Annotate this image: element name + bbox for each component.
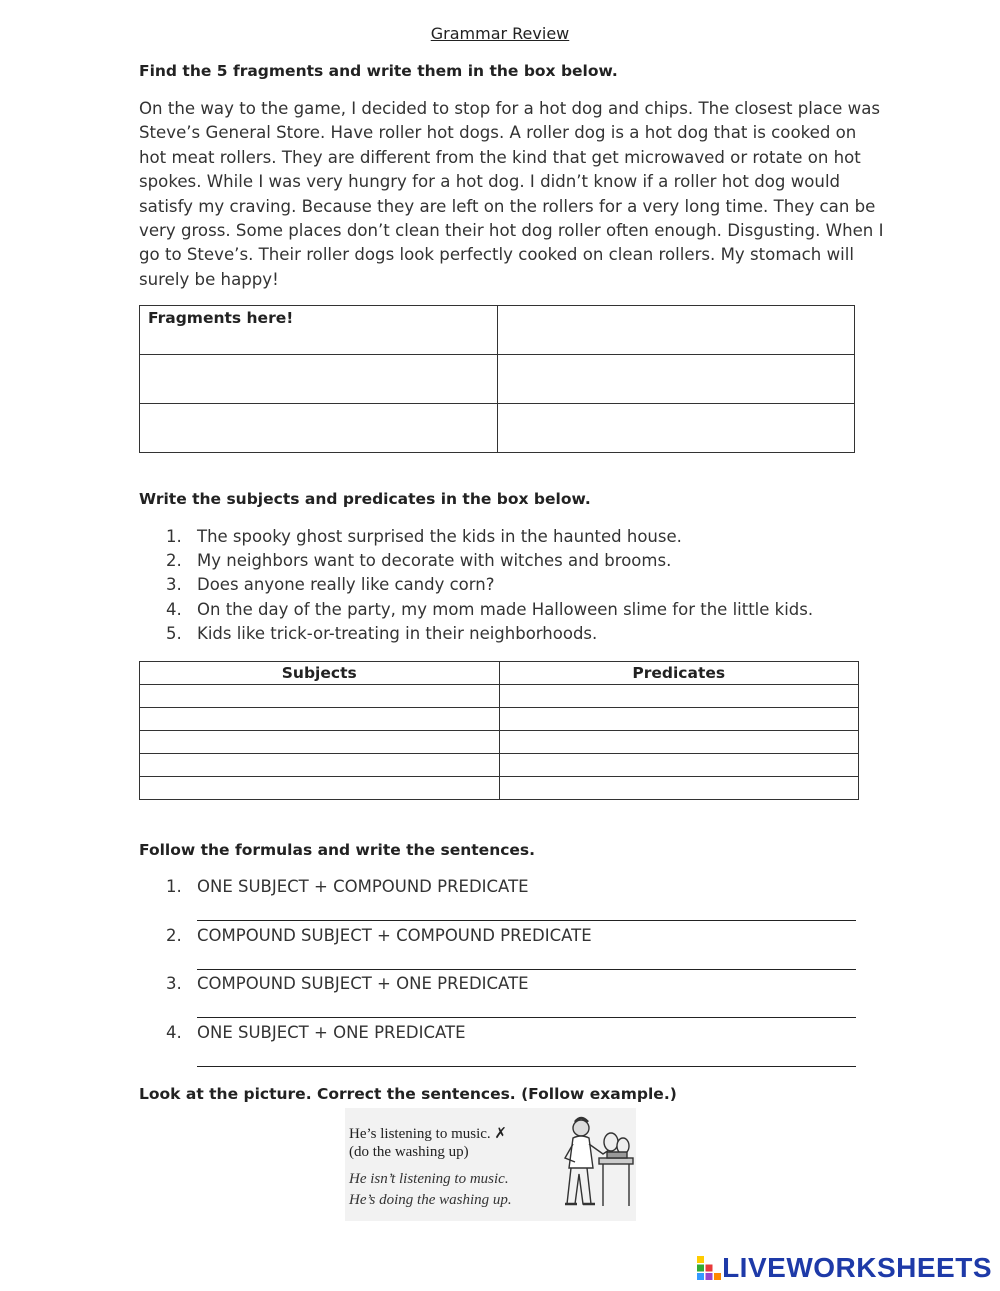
list-item: 2. My neighbors want to decorate with witches and brooms. <box>166 551 672 571</box>
subject-cell[interactable] <box>140 708 500 731</box>
example-line: He isn’t listening to music. <box>349 1171 509 1187</box>
formula-item: 3. COMPOUND SUBJECT + ONE PREDICATE <box>166 974 856 1018</box>
predicate-cell[interactable] <box>499 708 859 731</box>
list-item: 5. Kids like trick-or-treating in their neighborhoods. <box>166 623 598 643</box>
fragment-box-3[interactable] <box>140 355 498 404</box>
example-line: He’s listening to music. ✗ <box>349 1126 507 1142</box>
liveworksheets-logo <box>696 1252 992 1284</box>
sentence-list <box>166 527 813 648</box>
section4-heading: Look at the picture. Correct the sentences. (Follow example.) <box>139 1085 677 1103</box>
answer-line[interactable] <box>197 997 856 1018</box>
man-washing-up-illustration <box>551 1112 635 1218</box>
example-picture <box>345 1108 636 1221</box>
answer-line[interactable] <box>197 949 856 970</box>
liveworksheets-logo-icon <box>696 1255 722 1281</box>
list-item: 1. The spooky ghost surprised the kids in the haunted house. <box>166 527 682 546</box>
list-item: 3. Does anyone really like candy corn? <box>166 575 495 595</box>
example-line: (do the washing up) <box>349 1144 469 1160</box>
subject-cell[interactable] <box>140 685 500 708</box>
fragment-box-1[interactable] <box>140 306 498 355</box>
predicate-cell[interactable] <box>499 731 859 754</box>
paragraph-line: hot meat rollers. They are different from the kind that get microwaved or rotate on hot <box>139 147 861 167</box>
liveworksheets-logo-text: LIVEWORKSHEETS <box>722 1252 992 1283</box>
example-line: He’s doing the washing up. <box>349 1192 512 1208</box>
fragments-label: Fragments here! <box>148 309 294 327</box>
subject-cell[interactable] <box>140 731 500 754</box>
fragment-paragraph <box>139 97 891 292</box>
subjects-predicates-table <box>139 661 859 800</box>
section2-heading: Write the subjects and predicates in the box below. <box>139 490 591 508</box>
fragment-box-6[interactable] <box>498 404 855 453</box>
fragments-table <box>139 305 855 453</box>
paragraph-line: surely be happy! <box>139 269 279 289</box>
paragraph-line: Steve’s General Store. Have roller hot dogs. A roller dog is a hot dog that is cooked on <box>139 123 857 143</box>
section3-heading: Follow the formulas and write the sentences. <box>139 841 536 859</box>
formula-item: 2. COMPOUND SUBJECT + COMPOUND PREDICATE <box>166 926 856 970</box>
page-title: Grammar Review <box>430 24 570 43</box>
predicates-header: Predicates <box>499 662 859 685</box>
subject-cell[interactable] <box>140 754 500 777</box>
paragraph-line: spokes. While I was very hungry for a hot dog. I didn’t know if a roller hot dog would <box>139 172 841 192</box>
fragment-box-2[interactable] <box>498 306 855 355</box>
predicate-cell[interactable] <box>499 754 859 777</box>
predicate-cell[interactable] <box>499 685 859 708</box>
formula-item: 4. ONE SUBJECT + ONE PREDICATE <box>166 1023 856 1067</box>
answer-line[interactable] <box>197 1046 856 1067</box>
paragraph-line: satisfy my craving. Because they are left on the rollers for a very long time. They can be <box>139 196 876 216</box>
answer-line[interactable] <box>197 900 856 921</box>
paragraph-line: On the way to the game, I decided to stop for a hot dog and chips. The closest place was <box>139 99 881 118</box>
list-item: 4. On the day of the party, my mom made Halloween slime for the little kids. <box>166 599 814 619</box>
subject-cell[interactable] <box>140 777 500 800</box>
paragraph-line: very gross. Some places don’t clean their hot dog roller often enough. Disgusting. When I <box>139 221 884 241</box>
fragment-box-4[interactable] <box>498 355 855 404</box>
fragment-box-5[interactable] <box>140 404 498 453</box>
section1-heading: Find the 5 fragments and write them in the box below. <box>139 62 618 80</box>
subjects-header: Subjects <box>140 662 500 685</box>
predicate-cell[interactable] <box>499 777 859 800</box>
paragraph-line: go to Steve’s. Their roller dogs look perfectly cooked on clean rollers. My stomach will <box>139 245 854 265</box>
formula-item: 1. ONE SUBJECT + COMPOUND PREDICATE <box>166 877 856 921</box>
